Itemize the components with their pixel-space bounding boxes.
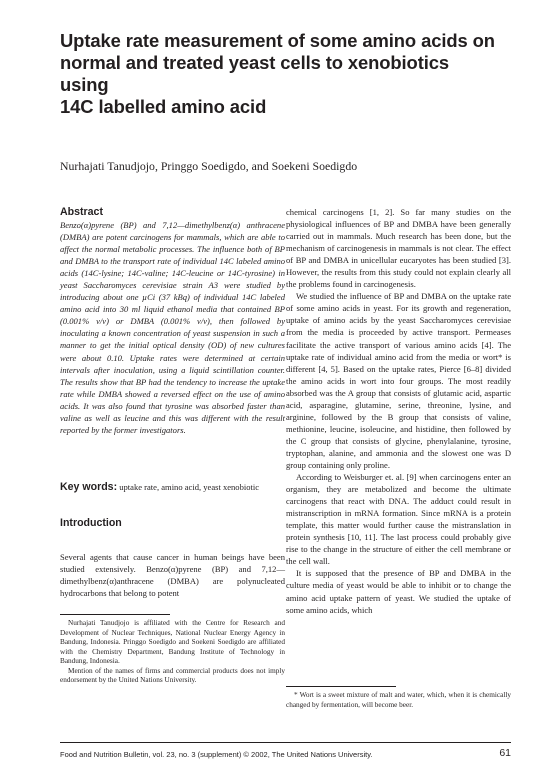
abstract-section <box>60 206 285 436</box>
footnote-wort: * Wort is a sweet mixture of malt and water, which, when it is chemically changed by fermentation, will become beer. <box>286 691 511 709</box>
title-line-2: normal and treated yeast cells to xenobiotics using <box>60 52 449 95</box>
article-title <box>60 30 500 118</box>
footnote-affiliation: Nurhajati Tanudjojo is affiliated with the Centre for Research and Development of Nuclear Techniques, National Nuclear Energy Agency in Bandung, Indonesia. Pringgo Soedigdo and Soekeni Soedigdo are affiliated with the Chemistry Department, Bandung Institute of Technology in Bandung, Indonesia. <box>60 619 285 665</box>
footnote-rule-right <box>286 686 396 687</box>
keywords-label: Key words: <box>60 481 118 493</box>
title-line-3: 14C labelled amino acid <box>60 96 267 117</box>
introduction-paragraph: Several agents that cause cancer in human beings have been studied extensively. Benzo(α)pyrene (BP) and 7,12—dimethylbenz(α)anthracene (DMBA) are polynucleated hydrocarbons that belong to potent <box>60 551 285 598</box>
author-list: Nurhajati Tanudjojo, Pringgo Soedigdo, and Soekeni Soedigdo <box>60 159 358 173</box>
footnote-left <box>60 619 285 686</box>
footnote-rule-left <box>60 614 170 615</box>
page-number: 61 <box>499 747 511 759</box>
introduction-heading: Introduction <box>60 517 122 529</box>
keywords <box>60 481 290 493</box>
right-paragraph-2: We studied the influence of BP and DMBA on the uptake rate of some amino acids in yeast. For its growth and regeneration, uptake of amino acids by the yeast Saccharomyces cerevisiae from the media is proceeded by active transport. Permeases facilitate the active transport of various amino acids [4]. The uptake rate of individual amino acid from the media or wort* is different [4, 5]. Based on the uptake rates, Pierce [6–8] divided the amino acids in wort into four groups. The most readily absorbed was the A group that consists of glutamic acid, aspartic acid, asparagine, glutamine, serine, threonine, lysine, and arginine, followed by the B group that consists of valine, methionine, leucine, isoleucine, and histidine, then followed by the C group that consists of glycine, phenylalanine, tyrosine, tryptophan, alanine, and ammonia and the slowest one was D group containing only proline. <box>286 291 511 470</box>
right-paragraph-4: It is supposed that the presence of BP and DMBA in the culture media of yeast would be able to inhibit or to change the amino acid uptake pattern of yeast. We studied the uptake of some amino acids, which <box>286 568 511 615</box>
footnote-right <box>286 691 511 710</box>
abstract-heading: Abstract <box>60 206 103 218</box>
footnote-disclaimer: Mention of the names of firms and commercial products does not imply endorsement by the United Nations University. <box>60 666 285 684</box>
title-line-1: Uptake rate measurement of some amino acids on <box>60 30 495 51</box>
right-paragraph-3: According to Weisburger et. al. [9] when carcinogens enter an organism, they are metabolized and become the ultimate carcinogens that react with DNA. The adduct could result in mistranscription in mRNA formation. Since mRNA is a protein template, this matter would further cause the mistranslation in protein synthesis [10, 11]. The last process could probably give rise to the change in the structure of either the cell membrane or the cell wall. <box>286 472 511 567</box>
abstract-body: Benzo(α)pyrene (BP) and 7,12—dimethylbenz(α) anthracene (DMBA) are potent carcinogens for mammals, which are able to affect the normal metabolic processes. The influence both of BP and DMBA to the transport rate of individual 14C labeled amino acids (14C-lysine; 14C-valine; 14C-leucine or 14C-tyrosine) in yeast Saccharomyces cerevisiae strain A3 were studied by introducing about one µCi (37 kBq) of individual 14C labeled amino acid into 30 ml liquid ethanol media that contained BP (0.001% v/v) or DMBA (0.001% v/v), then followed by inoculating a known concentration of yeast suspension in such a manner to get the initial optical density (OD) of new cultures were about 0.10. Uptake rates were determined at certain intervals after inoculation, using a liquid scintillation counter. The results show that BP had the tendency to increase the uptake rate while DMBA showed a reversed effect on the use of amino acids. It was also found that tyrosine was absorbed faster than valine as well as leucine and this was different with the result reported by the former investigators. <box>60 220 285 435</box>
keywords-text: uptake rate, amino acid, yeast xenobiotic <box>117 482 260 492</box>
right-column <box>286 206 511 616</box>
footer-citation: Food and Nutrition Bulletin, vol. 23, no. 3 (supplement) © 2002, The United Nations University. <box>60 750 373 759</box>
footer-rule <box>60 742 511 743</box>
right-paragraph-1: chemical carcinogens [1, 2]. So far many studies on the physiological influences of BP and DMBA have been generally carried out in mammals. Much research has been done, but the mechanism of carcinogenesis in mammals is not clear. The effect of BP and DMBA in unicellular eucaryotes has been studied [3]. However, the results from this study could not explain clearly all the problems found in carcinogenesis. <box>286 207 511 290</box>
